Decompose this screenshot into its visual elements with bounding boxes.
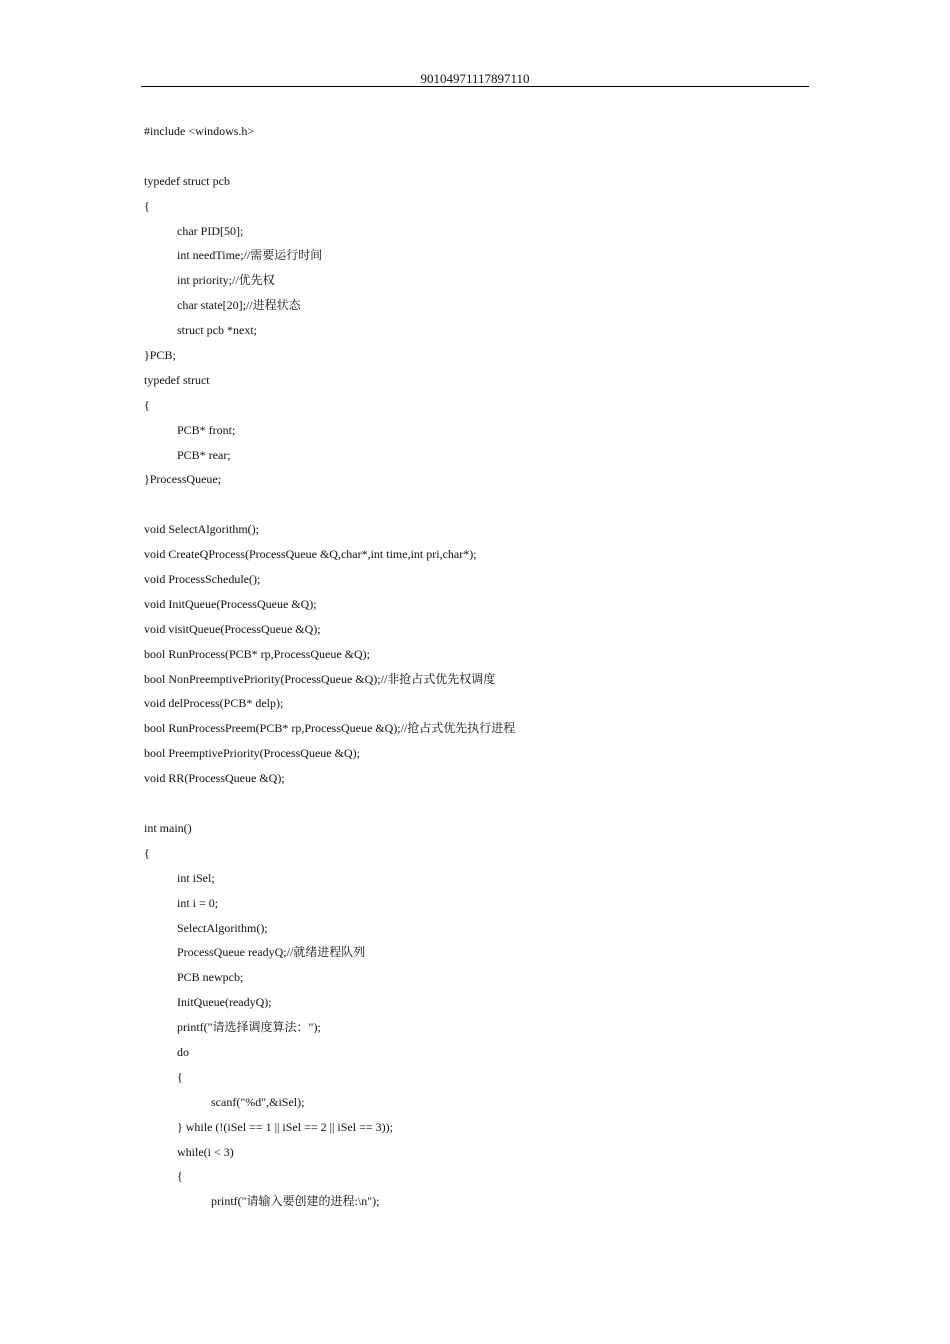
code-line: PCB* rear; xyxy=(177,447,231,462)
code-line: typedef struct xyxy=(144,372,210,387)
code-line: void delProcess(PCB* delp); xyxy=(144,696,284,711)
code-line: SelectAlgorithm(); xyxy=(177,920,268,935)
code-line xyxy=(144,794,804,819)
code-line: bool RunProcess(PCB* rp,ProcessQueue &Q); xyxy=(144,646,370,661)
code-line xyxy=(144,147,804,172)
code-line: } while (!(iSel == 1 || iSel == 2 || iSel == 3)); xyxy=(177,1119,393,1134)
code-line: scanf("%d",&iSel); xyxy=(211,1094,305,1109)
code-line: int i = 0; xyxy=(177,895,219,910)
code-line: void SelectAlgorithm(); xyxy=(144,522,259,537)
code-line: int priority;//优先权 xyxy=(177,273,275,288)
code-line: do xyxy=(177,1044,189,1059)
code-line xyxy=(144,495,804,520)
code-line: char PID[50]; xyxy=(177,223,244,238)
code-line: int needTime;//需要运行时间 xyxy=(177,248,323,263)
code-line: PCB newpcb; xyxy=(177,970,244,985)
code-line: void InitQueue(ProcessQueue &Q); xyxy=(144,596,317,611)
code-line: { xyxy=(144,845,150,860)
code-line: { xyxy=(144,198,150,213)
code-line: int iSel; xyxy=(177,870,215,885)
code-line: char state[20];//进程状态 xyxy=(177,298,301,313)
code-line: }ProcessQueue; xyxy=(144,472,222,487)
code-line: InitQueue(readyQ); xyxy=(177,995,272,1010)
document-number: 90104971117897110 xyxy=(420,71,530,86)
code-line: typedef struct pcb xyxy=(144,173,230,188)
code-line: bool NonPreemptivePriority(ProcessQueue &Q);//非抢占式优先权调度 xyxy=(144,671,496,686)
code-line: bool RunProcessPreem(PCB* rp,ProcessQueue &Q);//抢占式优先执行进程 xyxy=(144,721,516,736)
code-line: printf("请选择调度算法："); xyxy=(177,1020,321,1035)
code-line: void RR(ProcessQueue &Q); xyxy=(144,771,285,786)
code-line: void visitQueue(ProcessQueue &Q); xyxy=(144,621,321,636)
code-line: { xyxy=(177,1069,183,1084)
code-line: struct pcb *next; xyxy=(177,323,257,338)
code-line: { xyxy=(144,397,150,412)
code-listing xyxy=(144,122,804,1217)
code-line: bool PreemptivePriority(ProcessQueue &Q); xyxy=(144,746,360,761)
code-line: void ProcessSchedule(); xyxy=(144,572,261,587)
code-line: PCB* front; xyxy=(177,422,236,437)
header-divider xyxy=(141,86,809,87)
code-line: int main() xyxy=(144,820,192,835)
code-line: while(i < 3) xyxy=(177,1144,234,1159)
code-line: ProcessQueue readyQ;//就绪进程队列 xyxy=(177,945,366,960)
code-line: void CreateQProcess(ProcessQueue &Q,char*,int time,int pri,char*); xyxy=(144,547,477,562)
code-line: printf("请输入要创建的进程:\n"); xyxy=(211,1194,380,1209)
code-line: #include <windows.h> xyxy=(144,124,255,138)
code-line: { xyxy=(177,1169,183,1184)
code-line: }PCB; xyxy=(144,348,176,363)
